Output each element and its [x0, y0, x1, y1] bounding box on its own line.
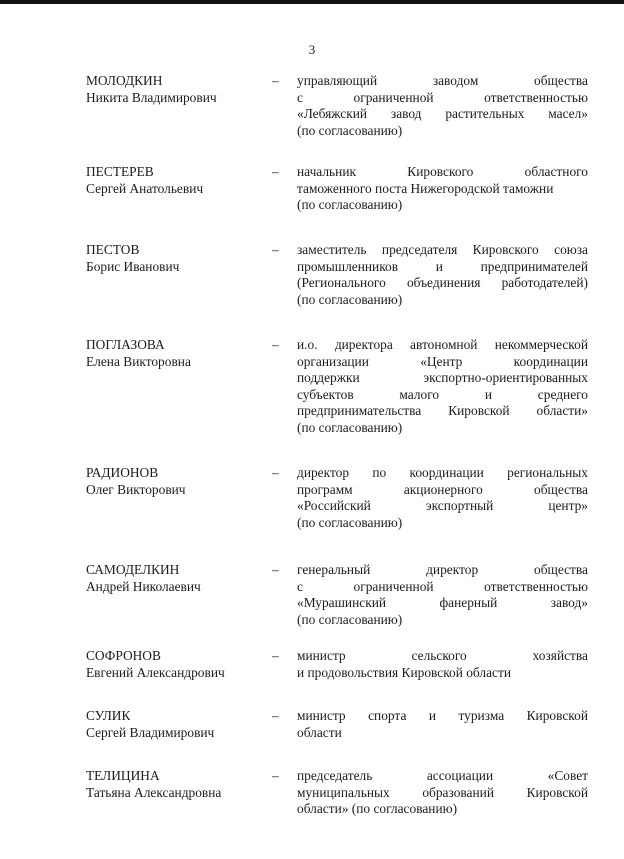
position-line: «Мурашинский фанерный завод»: [297, 595, 588, 611]
member-surname: ТЕЛИЦИНА: [86, 768, 160, 783]
position-line: и.о. директора автономной некоммерческой: [297, 337, 588, 352]
member-given-name: Сергей Анатольевич: [86, 180, 204, 196]
member-given-name: Евгений Александрович: [86, 664, 225, 680]
position-line: субъектов малого и среднего: [297, 386, 588, 402]
position-line: «Лебяжский завод растительных масел»: [297, 106, 588, 122]
position-line: таможенного поста Нижегородской таможни: [297, 180, 554, 196]
position-line: области» (по согласованию): [297, 801, 458, 817]
member-position: [297, 562, 588, 628]
member-position: [297, 73, 588, 139]
member-surname: СОФРОНОВ: [86, 648, 161, 663]
position-line: министр спорта и туризма Кировской: [297, 708, 588, 723]
member-given-name: Никита Владимирович: [86, 89, 217, 105]
separator-dash: –: [272, 337, 279, 352]
member-name: [86, 73, 266, 106]
member-position: [297, 465, 588, 531]
member-name: [86, 648, 266, 681]
member-position: [297, 337, 588, 437]
separator-dash: –: [272, 708, 279, 723]
member-name: [86, 768, 266, 801]
member-name: [86, 562, 266, 595]
separator-dash: –: [272, 562, 279, 577]
position-line: (по согласованию): [297, 611, 403, 627]
position-line: директор по координации региональных: [297, 465, 588, 480]
position-line: министр сельского хозяйства: [297, 648, 588, 663]
member-name: [86, 708, 266, 741]
member-surname: ПОГЛАЗОВА: [86, 337, 165, 352]
member-position: [297, 242, 588, 308]
member-position: [297, 768, 588, 818]
member-name: [86, 465, 266, 498]
member-name: [86, 164, 266, 197]
position-line: с ограниченной ответственностью: [297, 578, 588, 594]
position-line: (по согласованию): [297, 197, 403, 213]
member-surname: САМОДЕЛКИН: [86, 562, 180, 577]
position-line: заместитель председателя Кировского союза: [297, 242, 588, 257]
position-line: поддержки экспортно-ориентированных: [297, 370, 588, 386]
member-position: [297, 164, 588, 214]
member-given-name: Сергей Владимирович: [86, 724, 215, 740]
separator-dash: –: [272, 465, 279, 480]
position-line: (по согласованию): [297, 291, 403, 307]
member-surname: СУЛИК: [86, 708, 131, 723]
separator-dash: –: [272, 768, 279, 783]
member-name: [86, 337, 266, 370]
position-line: управляющий заводом общества: [297, 73, 588, 88]
member-surname: ПЕСТЕРЕВ: [86, 164, 154, 179]
position-line: предпринимательства Кировской области»: [297, 403, 588, 419]
separator-dash: –: [272, 242, 279, 257]
member-position: [297, 708, 588, 741]
member-surname: МОЛОДКИН: [86, 73, 163, 88]
member-surname: ПЕСТОВ: [86, 242, 140, 257]
member-name: [86, 242, 266, 275]
position-line: генеральный директор общества: [297, 562, 588, 577]
position-line: программ акционерного общества: [297, 481, 588, 497]
position-line: и продовольствия Кировской области: [297, 664, 511, 680]
position-line: (по согласованию): [297, 122, 403, 138]
top-scan-border: [0, 0, 624, 4]
position-line: муниципальных образований Кировской: [297, 784, 588, 800]
position-line: с ограниченной ответственностью: [297, 89, 588, 105]
position-line: председатель ассоциации «Совет: [297, 768, 588, 783]
page-number: 3: [308, 42, 316, 57]
separator-dash: –: [272, 648, 279, 663]
position-line: области: [297, 724, 342, 740]
member-given-name: Олег Викторович: [86, 481, 186, 497]
member-given-name: Андрей Николаевич: [86, 578, 201, 594]
member-position: [297, 648, 588, 681]
member-given-name: Татьяна Александровна: [86, 784, 222, 800]
separator-dash: –: [272, 73, 279, 88]
member-surname: РАДИОНОВ: [86, 465, 159, 480]
member-given-name: Борис Иванович: [86, 258, 180, 274]
position-line: «Российский экспортный центр»: [297, 498, 588, 514]
separator-dash: –: [272, 164, 279, 179]
position-line: промышленников и предпринимателей: [297, 258, 588, 274]
member-given-name: Елена Викторовна: [86, 353, 191, 369]
position-line: (по согласованию): [297, 514, 403, 530]
position-line: начальник Кировского областного: [297, 164, 588, 179]
position-line: организации «Центр координации: [297, 353, 588, 369]
position-line: (Регионального объединения работодателей): [297, 275, 588, 291]
position-line: (по согласованию): [297, 419, 403, 435]
